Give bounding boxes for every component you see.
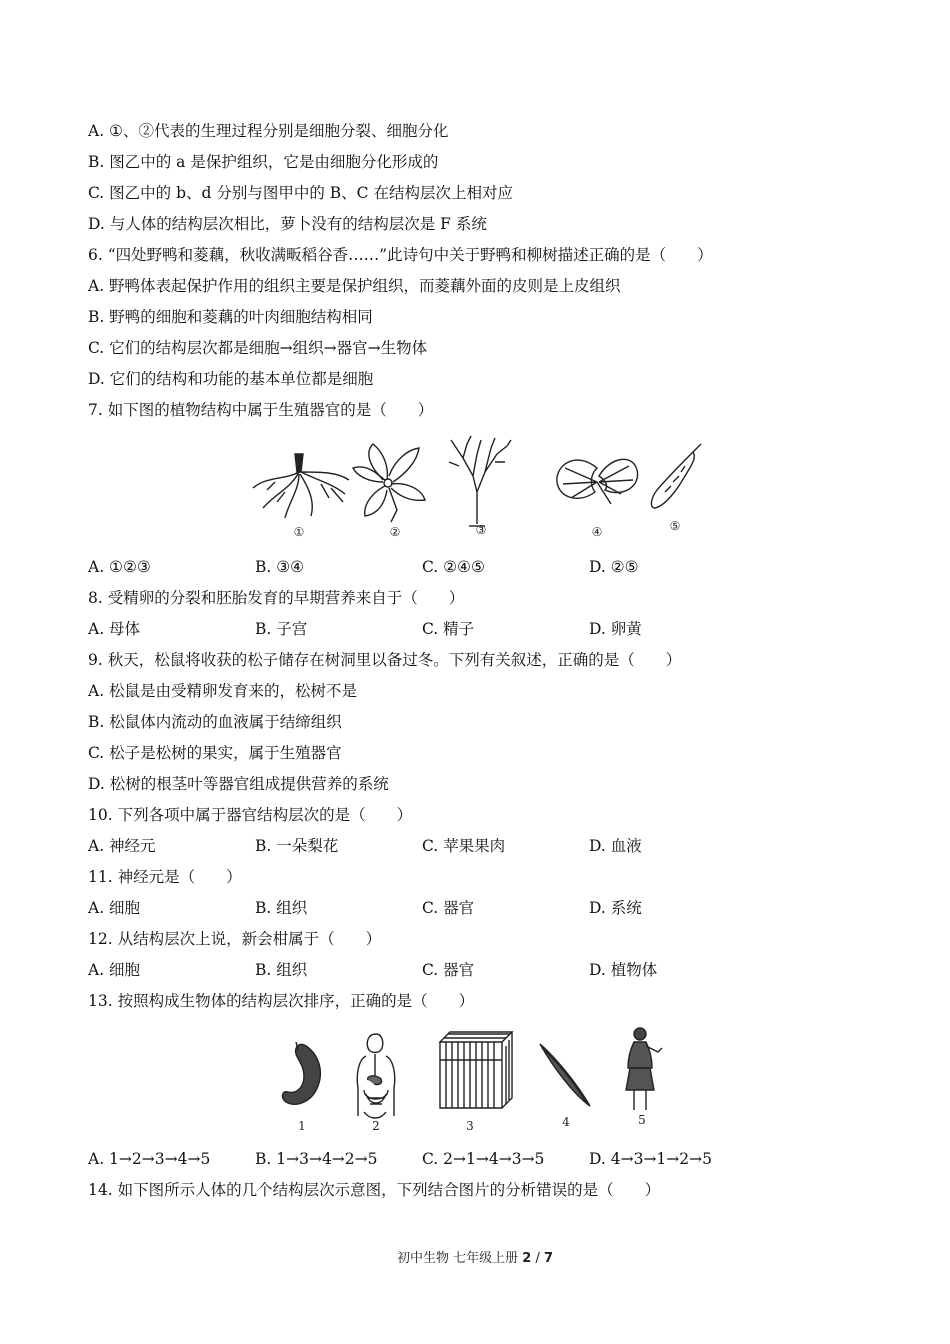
q7-label-5: ⑤: [669, 519, 681, 533]
q6-stem: 6. “四处野鸭和菱藕，秋收满畈稻谷香……”此诗句中关于野鸭和柳树描述正确的是（ ）: [88, 246, 713, 264]
q7-label-3: ③: [475, 523, 487, 537]
q9-option-b: B. 松鼠体内流动的血液属于结缔组织: [88, 713, 342, 731]
footer-subject: 初中生物 七年级上册: [396, 1251, 519, 1266]
q11-option-a: A. 细胞: [88, 899, 141, 917]
q13-label-4: 4: [562, 1115, 570, 1129]
q8-stem: 8. 受精卵的分裂和胚胎发育的早期营养来自于（ ）: [88, 589, 465, 607]
footer-page-number: 2: [522, 1251, 532, 1266]
q5-option-d: D. 与人体的结构层次相比，萝卜没有的结构层次是 F 系统: [88, 215, 487, 233]
q9-option-c: C. 松子是松树的果实，属于生殖器官: [88, 744, 342, 762]
q9-option-d: D. 松树的根茎叶等器官组成提供营养的系统: [88, 775, 389, 793]
q9-stem: 9. 秋天，松鼠将收获的松子储存在树洞里以备过冬。下列有关叙述，正确的是（ ）: [88, 651, 682, 669]
q10-stem: 10. 下列各项中属于器官结构层次的是（ ）: [88, 806, 413, 824]
q13-label-5: 5: [638, 1113, 646, 1127]
q11-option-d: D. 系统: [589, 899, 642, 917]
q8-option-a: A. 母体: [88, 620, 141, 638]
q12-option-a: A. 细胞: [88, 961, 141, 979]
q13-label-2: 2: [372, 1119, 380, 1133]
q8-option-d: D. 卵黄: [589, 620, 642, 638]
flower-icon: [353, 444, 425, 522]
q5-option-a: A. ①、②代表的生理过程分别是细胞分裂、细胞分化: [88, 122, 449, 140]
q7-plant-parts-figure: [245, 432, 715, 544]
seed-pod-icon: [651, 444, 701, 508]
q12-stem: 12. 从结构层次上说，新会柑属于（ ）: [88, 930, 382, 948]
q6-option-b: B. 野鸭的细胞和菱藕的叶肉细胞结构相同: [88, 308, 373, 326]
q7-option-a: A. ①②③: [88, 558, 151, 576]
q8-option-c: C. 精子: [422, 620, 475, 638]
footer-total-pages: 7: [543, 1251, 554, 1266]
q7-label-4: ④: [591, 525, 603, 539]
tissue-block-icon: [440, 1032, 512, 1108]
q13-option-d: D. 4→3→1→2→5: [589, 1150, 712, 1168]
q13-label-3: 3: [466, 1119, 474, 1133]
q10-option-d: D. 血液: [589, 837, 642, 855]
q5-option-c: C. 图乙中的 b、d 分别与图甲中的 B、C 在结构层次上相对应: [88, 184, 513, 202]
q7-option-b: B. ③④: [255, 558, 305, 576]
q13-structure-levels-figure: [270, 1020, 670, 1140]
q13-option-c: C. 2→1→4→3→5: [422, 1150, 545, 1168]
q7-label-1: ①: [293, 525, 305, 539]
q12-option-b: B. 组织: [255, 961, 308, 979]
q11-option-b: B. 组织: [255, 899, 308, 917]
q13-option-b: B. 1→3→4→2→5: [255, 1150, 378, 1168]
tree-icon: [449, 436, 511, 526]
q6-option-c: C. 它们的结构层次都是细胞→组织→器官→生物体: [88, 339, 428, 357]
q13-stem: 13. 按照构成生物体的结构层次排序，正确的是（ ）: [88, 992, 475, 1010]
page-footer: [0, 1247, 950, 1266]
q7-option-c: C. ②④⑤: [422, 558, 485, 576]
q6-option-a: A. 野鸭体表起保护作用的组织主要是保护组织，而菱藕外面的皮则是上皮组织: [88, 277, 621, 295]
q9-option-a: A. 松鼠是由受精卵发育来的，松树不是: [88, 682, 358, 700]
q6-option-d: D. 它们的结构和功能的基本单位都是细胞: [88, 370, 374, 388]
q5-option-b: B. 图乙中的 a 是保护组织，它是由细胞分化形成的: [88, 153, 439, 171]
q10-option-b: B. 一朵梨花: [255, 837, 339, 855]
stomach-icon: [282, 1042, 320, 1104]
digestive-system-icon: [357, 1034, 394, 1118]
muscle-cell-icon: [540, 1044, 590, 1106]
q13-label-1: 1: [298, 1119, 306, 1133]
q10-option-a: A. 神经元: [88, 837, 156, 855]
leaf-icon: [557, 459, 638, 504]
q7-option-d: D. ②⑤: [589, 558, 639, 576]
q13-option-a: A. 1→2→3→4→5: [88, 1150, 211, 1168]
q7-label-2: ②: [389, 525, 401, 539]
q7-stem: 7. 如下图的植物结构中属于生殖器官的是（ ）: [88, 401, 434, 419]
human-figure-icon: [626, 1028, 662, 1110]
footer-separator: /: [535, 1251, 540, 1266]
q8-option-b: B. 子宫: [255, 620, 308, 638]
root-icon: [253, 454, 349, 518]
q14-stem: 14. 如下图所示人体的几个结构层次示意图，下列结合图片的分析错误的是（ ）: [88, 1181, 661, 1199]
q11-stem: 11. 神经元是（ ）: [88, 868, 242, 886]
q12-option-d: D. 植物体: [589, 961, 658, 979]
q10-option-c: C. 苹果果肉: [422, 837, 506, 855]
q11-option-c: C. 器官: [422, 899, 475, 917]
q12-option-c: C. 器官: [422, 961, 475, 979]
